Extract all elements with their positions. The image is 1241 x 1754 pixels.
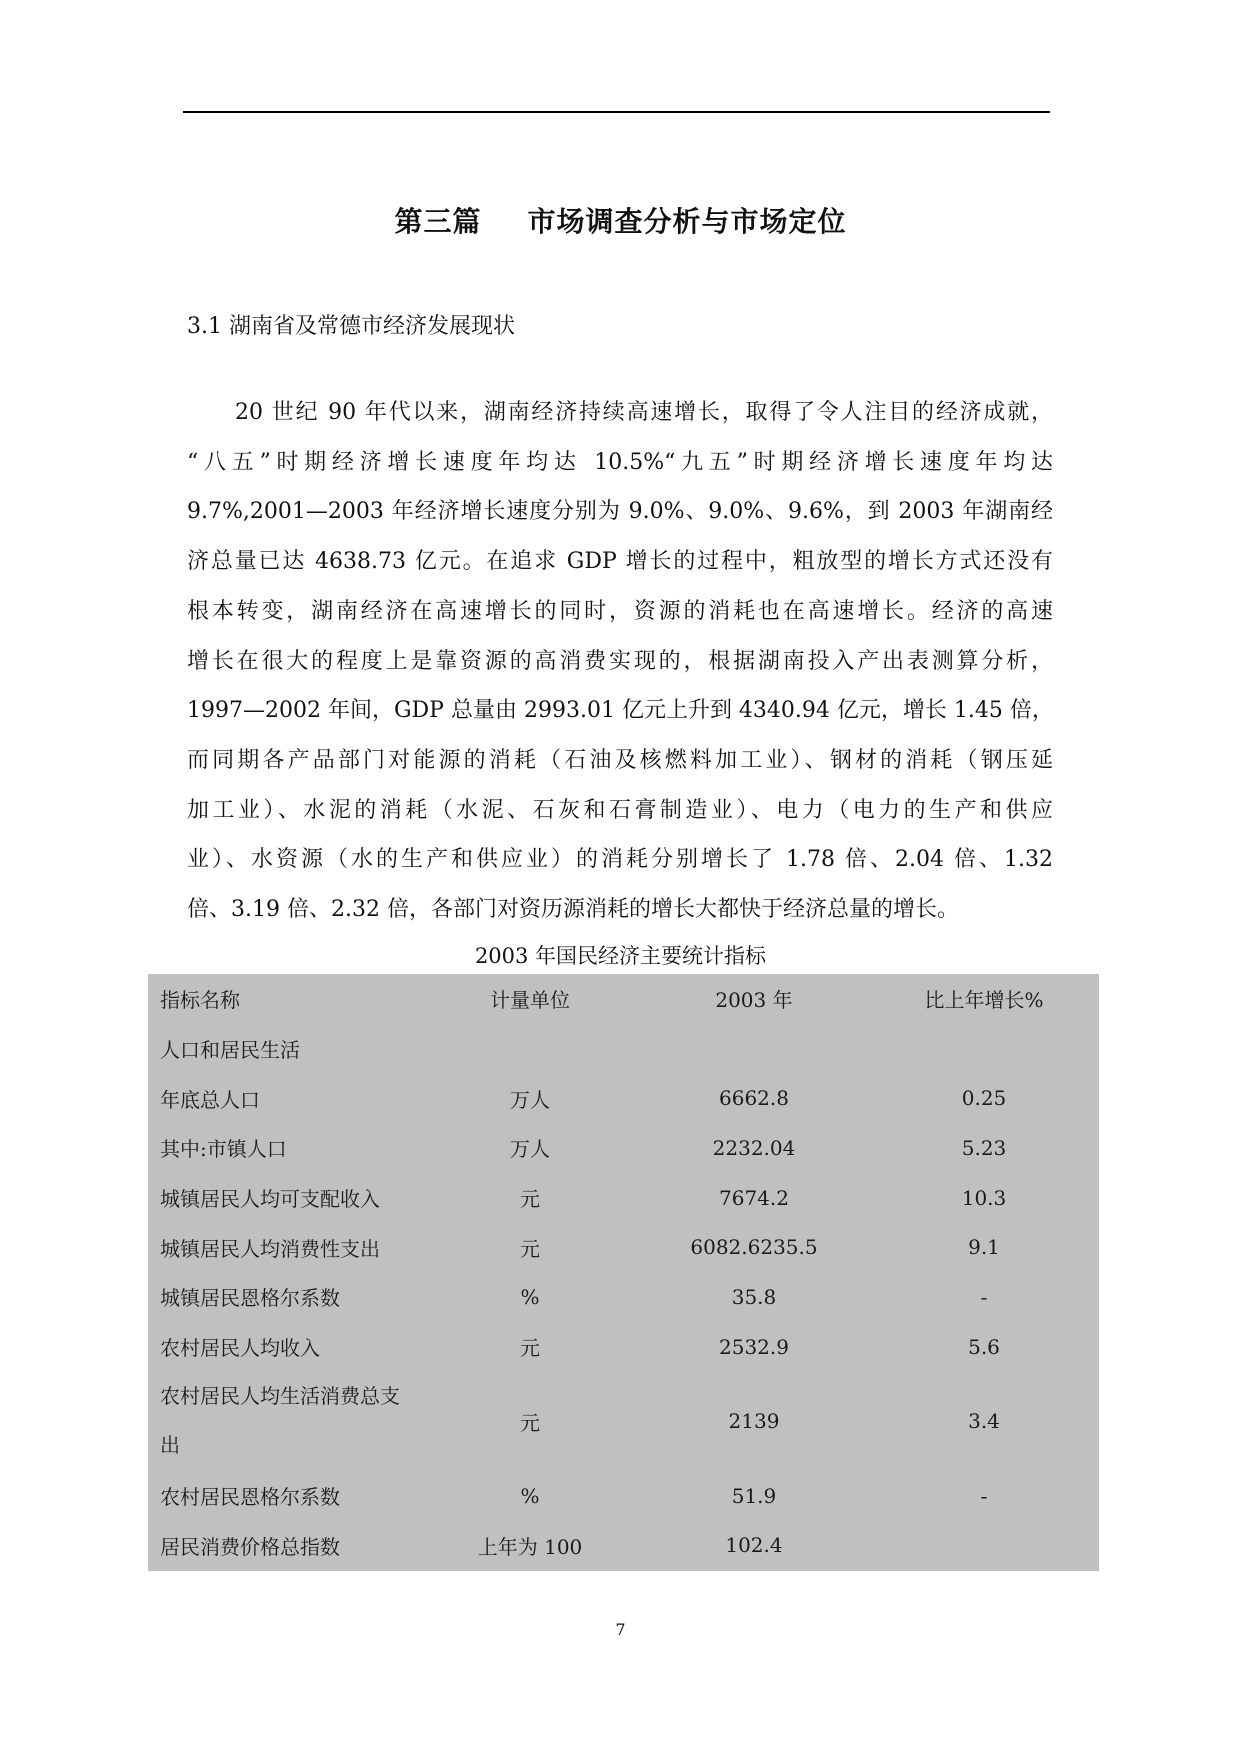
row-name: [148, 1372, 421, 1471]
row-unit: 元: [520, 1236, 540, 1261]
row-growth: 9.1: [968, 1235, 1000, 1260]
paragraph-line: 倍、3.19 倍、2.32 倍，各部门对资历源消耗的增长大都快于经济总量的增长。: [187, 897, 959, 923]
row-unit: %: [520, 1483, 540, 1508]
row-value: 6082.6235.5: [690, 1235, 818, 1260]
table-row: [148, 1173, 1099, 1223]
row-value: 2139: [728, 1409, 780, 1434]
row-name: 城镇居民人均消费性支出: [160, 1236, 380, 1261]
paragraph-line: 而同期各产品部门对能源的消耗（石油及核燃料加工业）、钢材的消耗（钢压延: [187, 747, 1053, 773]
row-name: 城镇居民人均可支配收入: [160, 1187, 380, 1212]
table-row: [148, 1471, 1099, 1521]
table-group-row: [148, 1024, 1099, 1074]
chapter-part: 第三篇: [394, 205, 482, 238]
row-name: 农村居民人均收入: [160, 1336, 320, 1361]
header-rule: [183, 111, 1050, 113]
row-unit: 元: [520, 1187, 540, 1212]
row-growth: [869, 1521, 1099, 1571]
table-row: [148, 1372, 1099, 1471]
table-header-row: [148, 974, 1099, 1024]
table-row: [148, 1073, 1099, 1123]
row-growth: 0.25: [961, 1086, 1007, 1111]
table-row: [148, 1222, 1099, 1272]
row-growth: 5.23: [961, 1135, 1007, 1160]
paragraph-line: 20 世纪 90 年代以来，湖南经济持续高速增长，取得了令人注目的经济成就，: [235, 400, 1053, 425]
row-growth: 5.6: [968, 1334, 1000, 1359]
row-name: 居民消费价格总指数: [160, 1534, 340, 1559]
row-name: 其中:市镇人口: [160, 1137, 287, 1162]
paragraph-line: “八五”时期经济增长速度年均达 10.5%“九五”时期经济增长速度年均达: [187, 449, 1053, 475]
row-value: 7674.2: [719, 1185, 789, 1210]
row-growth: 10.3: [961, 1185, 1007, 1210]
table-row: [148, 1322, 1099, 1372]
paragraph-line: 1997—2002 年间，GDP 总量由 2993.01 亿元上升到 4340.94 亿元，增长 1.45 倍，: [187, 698, 1054, 724]
row-value: 102.4: [725, 1533, 783, 1558]
row-name: 年底总人口: [160, 1087, 260, 1112]
row-unit: 万人: [510, 1137, 550, 1162]
header-year: 2003 年: [715, 988, 793, 1013]
row-value: 2532.9: [719, 1334, 789, 1359]
row-value: 35.8: [731, 1284, 777, 1309]
header-unit: 计量单位: [490, 988, 570, 1013]
paragraph-line: 9.7%,2001—2003 年经济增长速度分别为 9.0%、9.0%、9.6%，到 2003 年湖南经: [187, 499, 1053, 525]
paragraph-line: 加工业）、水泥的消耗（水泥、石灰和石膏制造业）、电力（电力的生产和供应: [187, 797, 1053, 823]
row-unit: %: [520, 1284, 540, 1309]
row-growth: -: [980, 1284, 988, 1309]
paragraph-line: 增长在很大的程度上是靠资源的高消费实现的，根据湖南投入产出表测算分析，: [187, 648, 1053, 674]
row-growth: -: [980, 1483, 988, 1508]
header-growth: 比上年增长%: [924, 988, 1044, 1013]
row-unit: 元: [520, 1410, 540, 1435]
row-name-line: 农村居民人均生活消费总支: [160, 1383, 400, 1408]
row-unit: 元: [520, 1336, 540, 1361]
row-name: 农村居民恩格尔系数: [160, 1485, 340, 1510]
header-indicator: 指标名称: [160, 988, 240, 1013]
table-row: [148, 1123, 1099, 1173]
row-value: 6662.8: [719, 1086, 789, 1111]
table-row: [148, 1272, 1099, 1322]
row-growth: 3.4: [968, 1409, 1000, 1434]
table-row: [148, 1521, 1099, 1571]
paragraph-line: 根本转变，湖南经济在高速增长的同时，资源的消耗也在高速增长。经济的高速: [187, 598, 1053, 624]
row-name: 城镇居民恩格尔系数: [160, 1286, 340, 1311]
statistics-table: [148, 974, 1099, 1571]
table-caption: 2003 年国民经济主要统计指标: [474, 944, 767, 968]
row-name-line: 出: [160, 1433, 180, 1458]
group-label: 人口和居民生活: [160, 1038, 300, 1063]
paragraph-line: 业）、水资源（水的生产和供应业）的消耗分别增长了 1.78 倍、2.04 倍、1.32: [187, 847, 1053, 873]
paragraph-line: 济总量已达 4638.73 亿元。在追求 GDP 增长的过程中，粗放型的增长方式还没有: [187, 549, 1053, 575]
row-value: 51.9: [731, 1483, 777, 1508]
row-unit: 万人: [510, 1087, 550, 1112]
chapter-name: 市场调查分析与市场定位: [527, 205, 847, 238]
row-value: 2232.04: [712, 1135, 796, 1160]
page-number: 7: [615, 1620, 626, 1639]
chapter-title: [0, 200, 1241, 240]
body-paragraph: [187, 388, 1053, 935]
row-unit: 上年为 100: [477, 1534, 583, 1559]
section-heading: 3.1 湖南省及常德市经济发展现状: [187, 314, 515, 339]
